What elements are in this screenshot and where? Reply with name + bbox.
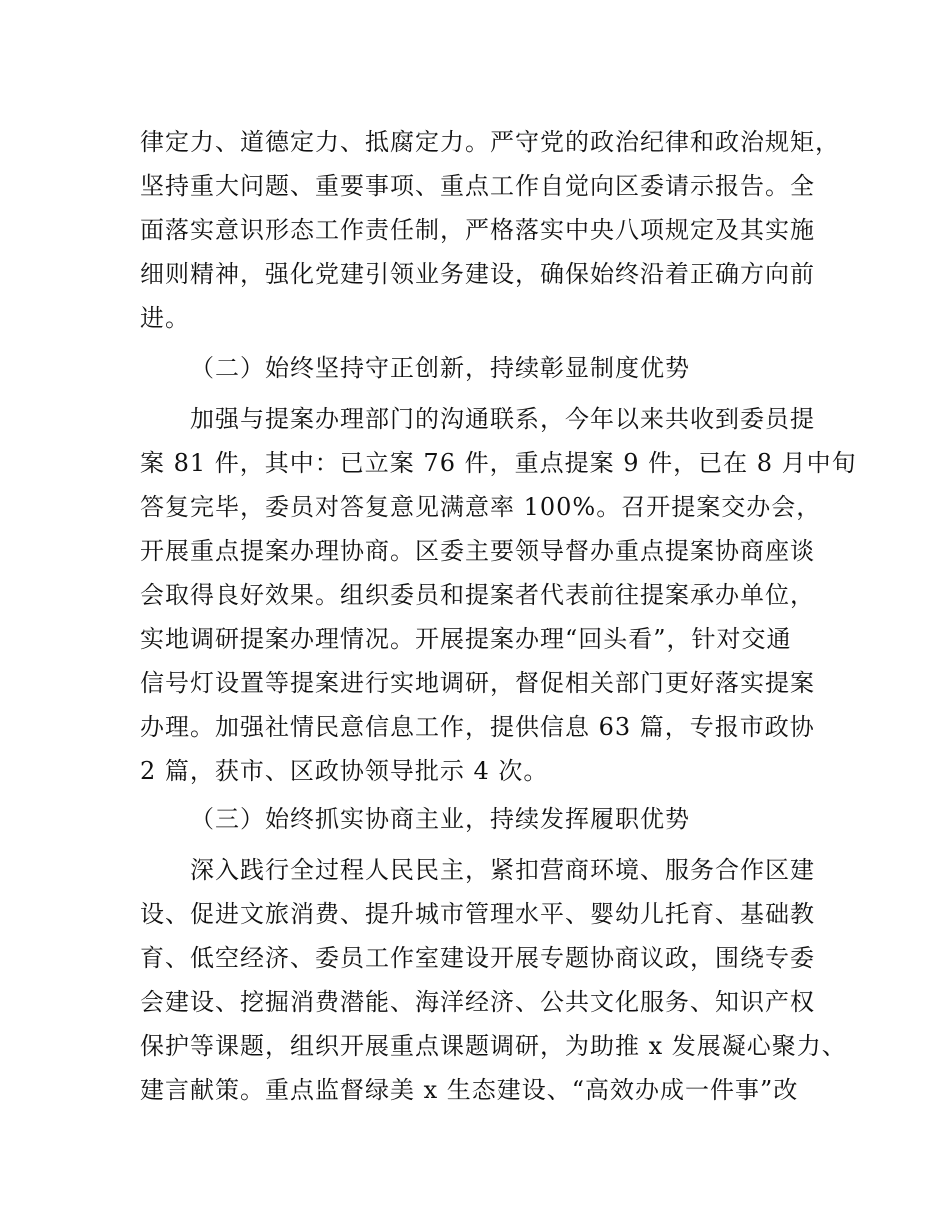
paragraph-line: 开展重点提案办理协商。区委主要领导督办重点提案协商座谈: [140, 537, 815, 565]
paragraph-line: 会建设、挖掘消费潜能、海洋经济、公共文化服务、知识产权: [140, 988, 815, 1016]
paragraph-line: 会取得良好效果。组织委员和提案者代表前往提案承办单位，: [140, 581, 815, 609]
paragraph-line: 建言献策。重点监督绿美 x 生态建设、“高效办成一件事”改: [140, 1076, 799, 1104]
paragraph-line: 律定力、道德定力、抵腐定力。严守党的政治纪律和政治规矩，: [140, 128, 840, 156]
section-heading-2: （二）始终坚持守正创新，持续彰显制度优势: [190, 354, 690, 382]
paragraph-line: 坚持重大问题、重要事项、重点工作自觉向区委请示报告。全: [140, 172, 815, 200]
paragraph-line: 答复完毕，委员对答复意见满意率 100%。召开提案交办会，: [140, 493, 822, 521]
paragraph-line: 办理。加强社情民意信息工作，提供信息 63 篇，专报市政协: [140, 713, 815, 741]
paragraph-line: 设、促进文旅消费、提升城市管理水平、婴幼儿托育、基础教: [140, 900, 815, 928]
paragraph-line: 育、低空经济、委员工作室建设开展专题协商议政，围绕专委: [140, 944, 815, 972]
paragraph-line: 信号灯设置等提案进行实地调研，督促相关部门更好落实提案: [140, 669, 815, 697]
paragraph-first-line: 加强与提案办理部门的沟通联系，今年以来共收到委员提: [190, 405, 815, 433]
paragraph-line: 细则精神，强化党建引领业务建设，确保始终沿着正确方向前: [140, 260, 815, 288]
paragraph-line: 面落实意识形态工作责任制，严格落实中央八项规定及其实施: [140, 216, 815, 244]
paragraph-line: 进。: [140, 304, 190, 332]
section-heading-3: （三）始终抓实协商主业，持续发挥履职优势: [190, 805, 690, 833]
paragraph-first-line: 深入践行全过程人民民主，紧扣营商环境、服务合作区建: [190, 856, 815, 884]
paragraph-line: 保护等课题，组织开展重点课题调研，为助推 x 发展凝心聚力、: [140, 1032, 847, 1060]
paragraph-line: 案 81 件，其中：已立案 76 件，重点提案 9 件，已在 8 月中旬: [140, 449, 857, 477]
paragraph-line: 实地调研提案办理情况。开展提案办理“回头看”，针对交通: [140, 625, 792, 653]
paragraph-line: 2 篇，获市、区政协领导批示 4 次。: [140, 757, 549, 785]
